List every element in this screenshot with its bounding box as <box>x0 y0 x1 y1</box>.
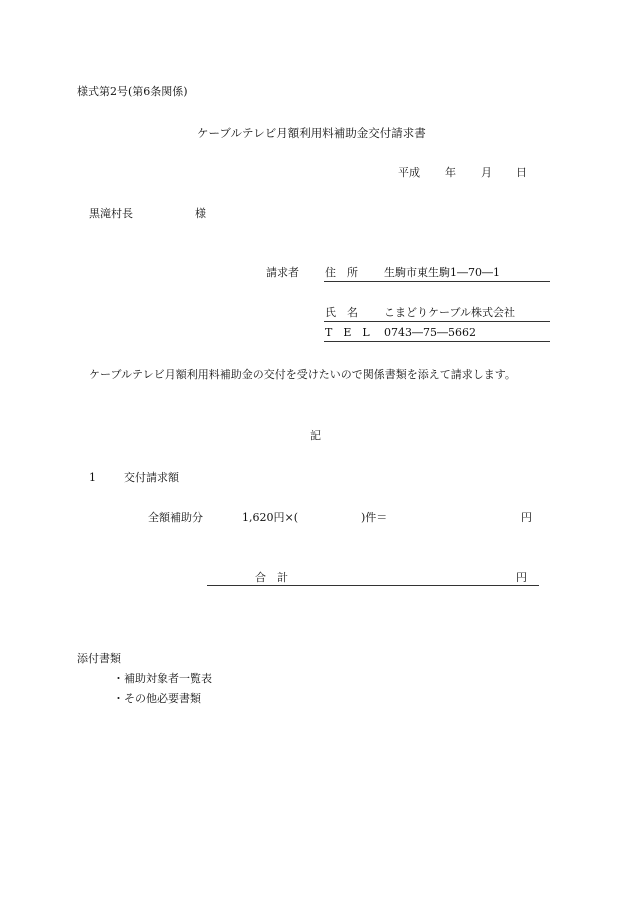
attachment-item: ・補助対象者一覧表 <box>113 672 212 685</box>
date-year: 年 <box>445 166 456 179</box>
date-day: 日 <box>516 166 527 179</box>
tel-label: T E L <box>325 326 370 339</box>
date-month: 月 <box>481 166 492 179</box>
date-era: 平成 <box>398 166 420 179</box>
formula-count-suffix: )件＝ <box>361 511 388 524</box>
document-title: ケーブルテレビ月額利用料補助金交付請求書 <box>197 126 426 140</box>
tel-underline <box>324 341 550 342</box>
name-label: 氏 名 <box>325 306 358 319</box>
attachment-item: ・その他必要書類 <box>113 692 201 705</box>
recipient-name: 黒滝村長 <box>89 207 133 220</box>
item-1-number: 1 <box>89 471 96 484</box>
subsidy-yen: 円 <box>521 511 532 524</box>
tel-value: 0743―75―5662 <box>384 326 476 339</box>
recipient-honorific: 様 <box>195 207 206 220</box>
record-heading: 記 <box>310 429 321 442</box>
item-1-label: 交付請求額 <box>124 471 179 484</box>
form-number: 様式第2号(第6条関係) <box>77 85 188 98</box>
total-underline <box>207 585 539 586</box>
request-statement: ケーブルテレビ月額利用料補助金の交付を受けたいので関係書類を添えて請求します。 <box>89 368 516 381</box>
total-label: 合 計 <box>255 571 288 584</box>
attachments-heading: 添付書類 <box>77 652 121 665</box>
name-value: こまどりケーブル株式会社 <box>384 306 516 319</box>
requester-label: 請求者 <box>266 266 299 279</box>
formula-unit: 1,620円×( <box>242 511 298 524</box>
address-value: 生駒市東生駒1―70―1 <box>384 266 500 279</box>
address-underline <box>324 281 550 282</box>
full-subsidy-label: 全額補助分 <box>148 511 203 524</box>
total-yen: 円 <box>516 571 527 584</box>
address-label: 住 所 <box>325 266 358 279</box>
name-underline <box>324 321 550 322</box>
